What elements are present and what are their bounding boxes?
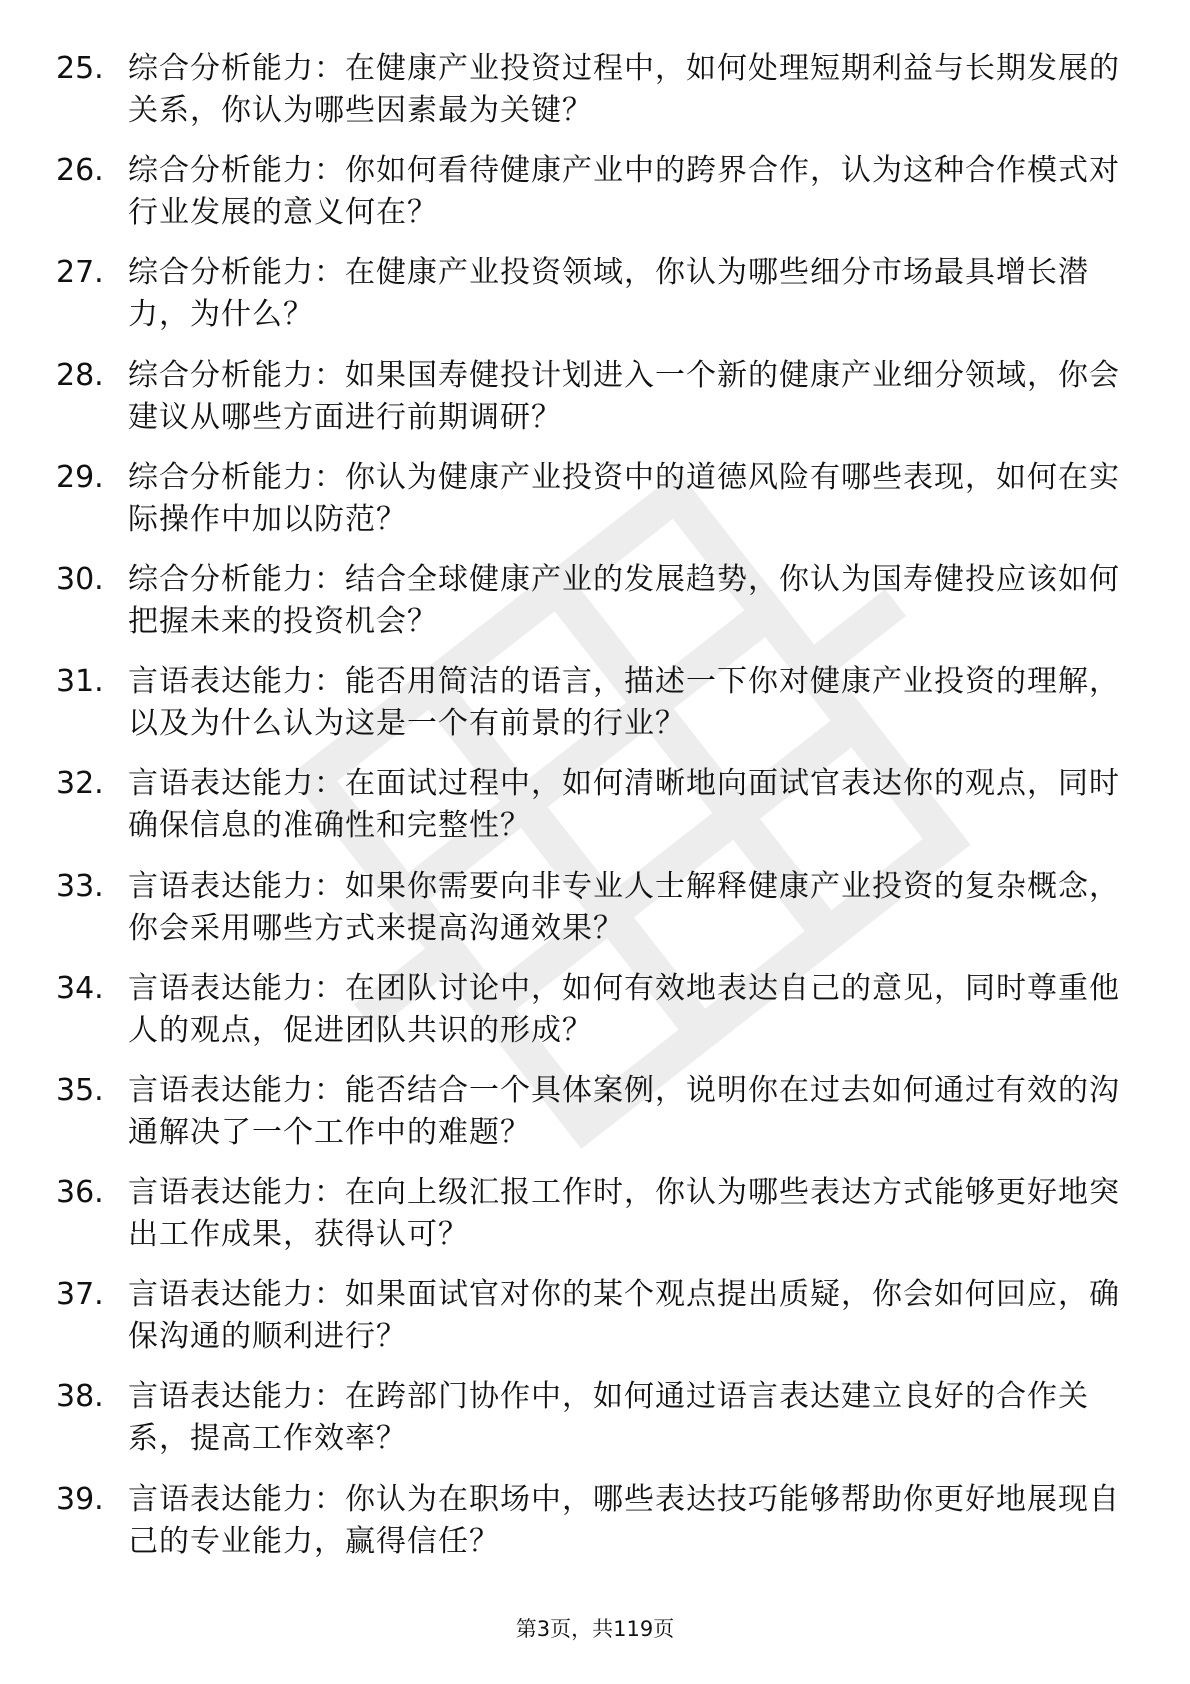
question-text [128, 1172, 1128, 1256]
question-body: 能否用简洁的语言，描述一下你对健康产业投资的理解，以及为什么认为这是一个有前景的行业？ [128, 664, 1120, 742]
category-separator: ： [314, 1277, 345, 1313]
question-body: 在健康产业投资过程中，如何处理短期利益与长期发展的关系，你认为哪些因素最为关键？ [128, 51, 1120, 128]
question-category: 综合分析能力 [128, 357, 314, 393]
question-text [128, 866, 1128, 950]
category-separator: ： [314, 766, 345, 802]
question-list [56, 48, 1136, 1581]
question-text [128, 559, 1128, 643]
category-separator: ： [314, 1481, 345, 1517]
question-body: 结合全球健康产业的发展趋势，你认为国寿健投应该如何把握未来的投资机会？ [128, 561, 1120, 639]
question-item [56, 763, 1136, 865]
question-category: 言语表达能力 [128, 766, 314, 802]
question-category: 言语表达能力 [128, 1481, 314, 1517]
question-number: 32. [56, 766, 104, 802]
question-number: 37. [56, 1277, 104, 1313]
question-text [128, 763, 1128, 847]
question-item [56, 968, 1136, 1070]
question-category: 综合分析能力 [128, 459, 314, 495]
question-body: 你如何看待健康产业中的跨界合作，认为这种合作模式对行业发展的意义何在？ [128, 153, 1120, 231]
question-item [56, 661, 1136, 763]
question-text [128, 968, 1128, 1052]
category-separator: ： [314, 255, 345, 291]
category-separator: ： [314, 970, 345, 1006]
question-category: 综合分析能力 [128, 561, 314, 597]
question-item [56, 252, 1136, 354]
question-number: 38. [56, 1379, 104, 1415]
question-body: 在面试过程中，如何清晰地向面试官表达你的观点，同时确保信息的准确性和完整性？ [128, 766, 1120, 844]
category-separator: ： [314, 153, 345, 189]
question-category: 言语表达能力 [128, 1175, 314, 1211]
question-body: 在团队讨论中，如何有效地表达自己的意见，同时尊重他人的观点，促进团队共识的形成？ [128, 970, 1120, 1048]
question-text [128, 1070, 1128, 1154]
question-text [128, 661, 1128, 745]
category-separator: ： [314, 51, 345, 86]
question-text [128, 1479, 1128, 1563]
question-item [56, 150, 1136, 252]
question-body: 能否结合一个具体案例，说明你在过去如何通过有效的沟通解决了一个工作中的难题？ [128, 1072, 1120, 1150]
question-category: 综合分析能力 [128, 255, 314, 291]
question-category: 言语表达能力 [128, 868, 314, 904]
question-category: 言语表达能力 [128, 1072, 314, 1108]
question-item [56, 1274, 1136, 1376]
question-number: 33. [56, 868, 104, 904]
question-number: 26. [56, 153, 104, 189]
question-item [56, 1070, 1136, 1172]
question-body: 在健康产业投资领域，你认为哪些细分市场最具增长潜力，为什么？ [128, 255, 1089, 333]
question-body: 如果你需要向非专业人士解释健康产业投资的复杂概念，你会采用哪些方式来提高沟通效果？ [128, 868, 1120, 946]
question-body: 如果国寿健投计划进入一个新的健康产业细分领域，你会建议从哪些方面进行前期调研？ [128, 357, 1120, 435]
question-number: 29. [56, 459, 104, 495]
question-category: 综合分析能力 [128, 153, 314, 189]
question-category: 言语表达能力 [128, 1379, 314, 1415]
category-separator: ： [314, 1379, 345, 1415]
question-text [128, 457, 1128, 541]
page-number: 第3页，共119页 [515, 1617, 675, 1641]
category-separator: ： [314, 868, 345, 904]
question-category: 言语表达能力 [128, 664, 314, 700]
question-item [56, 48, 1136, 150]
category-separator: ： [314, 1072, 345, 1108]
question-item [56, 559, 1136, 661]
question-category: 言语表达能力 [128, 1277, 314, 1313]
question-body: 在跨部门协作中，如何通过语言表达建立良好的合作关系，提高工作效率？ [128, 1379, 1089, 1457]
question-number: 27. [56, 255, 104, 291]
question-number: 31. [56, 664, 104, 700]
question-number: 30. [56, 561, 104, 597]
category-separator: ： [314, 459, 345, 495]
question-item [56, 457, 1136, 559]
question-category: 综合分析能力 [128, 51, 314, 86]
question-number: 28. [56, 357, 104, 393]
question-text [128, 1376, 1128, 1460]
question-number: 34. [56, 970, 104, 1006]
question-number: 36. [56, 1175, 104, 1211]
question-number: 25. [56, 51, 104, 86]
category-separator: ： [314, 357, 345, 393]
question-body: 你认为健康产业投资中的道德风险有哪些表现，如何在实际操作中加以防范？ [128, 459, 1120, 537]
question-category: 言语表达能力 [128, 970, 314, 1006]
question-text [128, 355, 1128, 439]
category-separator: ： [314, 1175, 345, 1211]
category-separator: ： [314, 561, 345, 597]
question-number: 39. [56, 1481, 104, 1517]
question-body: 如果面试官对你的某个观点提出质疑，你会如何回应，确保沟通的顺利进行？ [128, 1277, 1120, 1355]
question-item [56, 866, 1136, 968]
question-item [56, 1172, 1136, 1274]
question-body: 你认为在职场中，哪些表达技巧能够帮助你更好地展现自己的专业能力，赢得信任？ [128, 1481, 1120, 1559]
question-number: 35. [56, 1072, 104, 1108]
question-item [56, 355, 1136, 457]
question-body: 在向上级汇报工作时，你认为哪些表达方式能够更好地突出工作成果，获得认可？ [128, 1175, 1120, 1253]
question-item [56, 1479, 1136, 1581]
question-item [56, 1376, 1136, 1478]
question-text [128, 1274, 1128, 1358]
category-separator: ： [314, 664, 345, 700]
question-text [128, 48, 1128, 132]
question-text [128, 150, 1128, 234]
question-text [128, 252, 1128, 336]
